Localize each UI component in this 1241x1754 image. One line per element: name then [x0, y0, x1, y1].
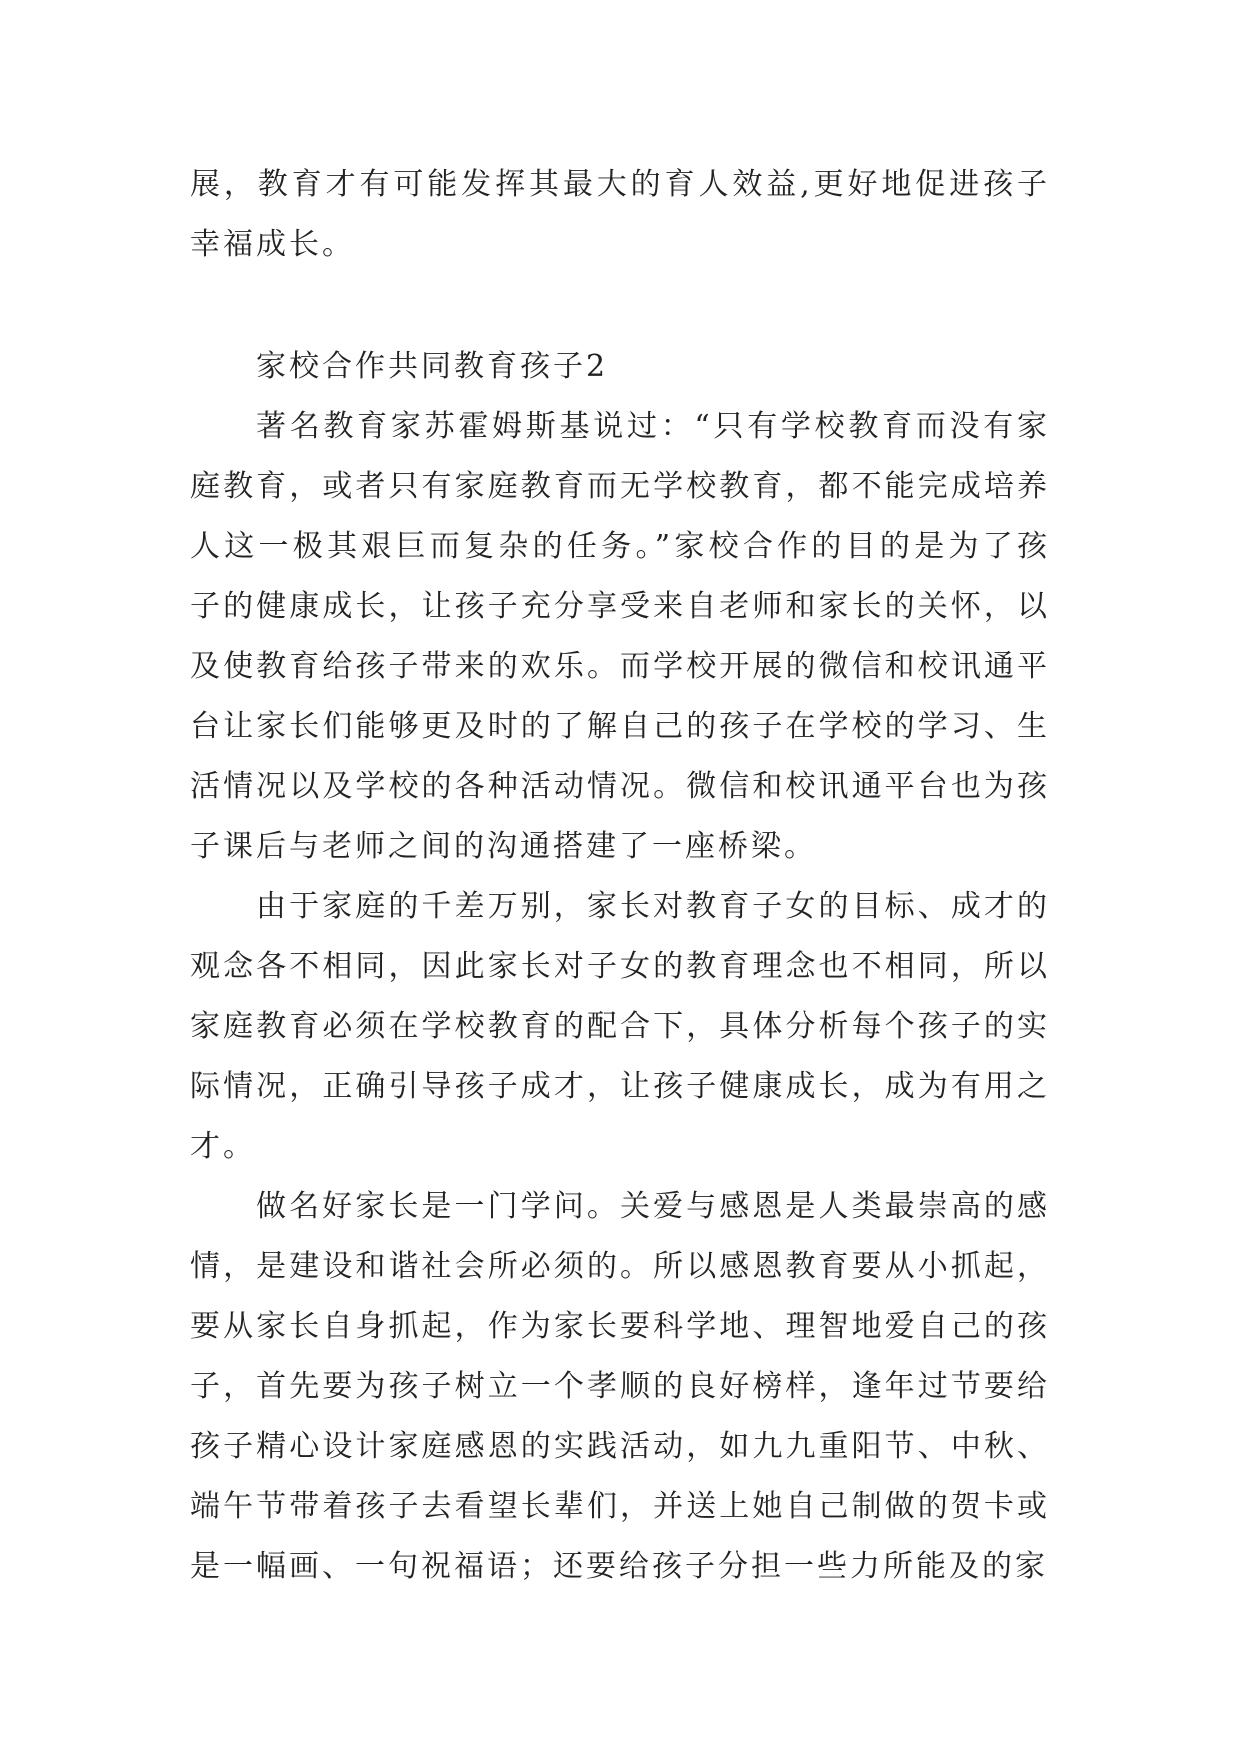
section-title: 家校合作共同教育孩子2: [256, 349, 609, 384]
paragraph-3: 做名好家长是一门学问。关爱与感恩是人类最崇高的感情，是建设和谐社会所必须的。所以感恩教育要从小抓起，要从家长自身抓起，作为家长要科学地、理智地爱自己的孩子，首先要为孩子树立一个孝顺的良好榜样，逢年过节要给孩子精心设计家庭感恩的实践活动，如九九重阳节、中秋、端午节带着孩子去看望长辈们，并送上她自己制做的贺卡或是一幅画、一句祝福语；还要给孩子分担一些力所能及的家: [190, 1189, 1050, 1584]
section-gap: [190, 275, 1050, 337]
paragraph-2: 由于家庭的千差万别，家长对教育子女的目标、成才的观念各不相同，因此家长对子女的教育理念也不相同，所以家庭教育必须在学校教育的配合下，具体分析每个孩子的实际情况，正确引导孩子成才，让孩子健康成长，成为有用之才。: [190, 889, 1050, 1164]
document-body: [190, 155, 1050, 1597]
continuation-paragraph: 展，教育才有可能发挥其最大的育人效益,更好地促进孩子幸福成长。: [190, 167, 1050, 262]
paragraph-1: 著名教育家苏霍姆斯基说过：“只有学校教育而没有家庭教育，或者只有家庭教育而无学校教育，都不能完成培养人这一极其艰巨而复杂的任务。”家校合作的目的是为了孩子的健康成长，让孩子充分享受来自老师和家长的关怀，以及使教育给孩子带来的欢乐。而学校开展的微信和校讯通平台让家长们能够更及时的了解自己的孩子在学校的学习、生活情况以及学校的各种活动情况。微信和校讯通平台也为孩子课后与老师之间的沟通搭建了一座桥梁。: [190, 409, 1050, 864]
